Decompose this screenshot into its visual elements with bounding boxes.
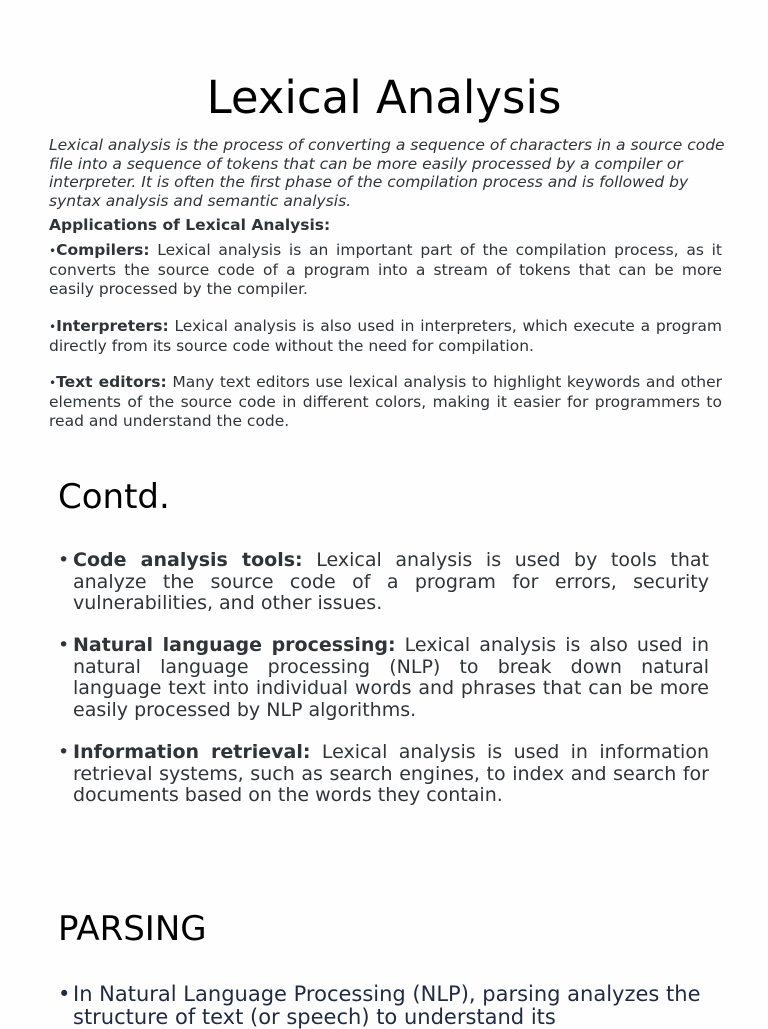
bullet-mark: • xyxy=(58,741,70,763)
bullet-label: Code analysis tools: xyxy=(73,549,303,571)
bullet-mark: • xyxy=(49,320,57,334)
bullet-mark: • xyxy=(49,244,57,258)
bullet-text: Lexical analysis is used in information retrieval systems, such as search engines, to index and search for documents based on the words they contain. xyxy=(73,741,710,806)
application-text: Lexical analysis is also used in interpreters, which execute a program directly from its source code without the need for compilation. xyxy=(49,317,722,355)
application-label: Compilers: xyxy=(56,241,150,259)
list-item-parsing xyxy=(58,983,709,1029)
intro-paragraph: Lexical analysis is the process of converting a sequence of characters in a source code file into a sequence of tokens that can be more easily processed by a compiler or interpreter. It is often the first phase of the compilation process and is followed by syntax analysis and semantic analysis. xyxy=(49,136,725,210)
list-item-code-analysis-tools xyxy=(58,550,709,615)
applications-heading: Applications of Lexical Analysis: xyxy=(49,216,331,234)
slide-lexical-analysis xyxy=(0,0,768,450)
bullet-text: Lexical analysis is used by tools that analyze the source code of a program for errors, security vulnerabilities, and other issues. xyxy=(73,549,709,614)
application-item-text-editors xyxy=(49,373,722,431)
list-item-natural-language-processing xyxy=(58,635,709,721)
bullet-mark: • xyxy=(58,982,71,1006)
bullet-mark: • xyxy=(49,376,57,390)
slide-heading: PARSING xyxy=(58,909,207,949)
application-label: Text editors: xyxy=(56,373,167,391)
slide-contd xyxy=(0,450,768,880)
list-item-information-retrieval xyxy=(58,742,709,807)
bullet-mark: • xyxy=(58,634,70,656)
slide-title: Lexical Analysis xyxy=(206,71,562,124)
application-text: Many text editors use lexical analysis to highlight keywords and other elements of the source code in different colors, making it easier for programmers to read and understand the code. xyxy=(49,373,722,430)
application-item-interpreters xyxy=(49,317,722,356)
application-item-compilers xyxy=(49,241,722,299)
application-label: Interpreters: xyxy=(56,317,169,335)
application-text: Lexical analysis is an important part of the compilation process, as it converts the source code of a program into a stream of tokens that can be more easily processed by the compiler. xyxy=(49,241,722,298)
bullet-label: Information retrieval: xyxy=(73,741,311,763)
bullet-label: Natural language processing: xyxy=(73,634,396,656)
bullet-mark: • xyxy=(58,549,70,571)
bullet-text: In Natural Language Processing (NLP), parsing analyzes the structure of text (or speech) to understand its xyxy=(73,982,701,1029)
bullet-text: Lexical analysis is also used in natural language processing (NLP) to break down natural language text into individual words and phrases that can be more easily processed by NLP algorithms. xyxy=(73,634,709,721)
slide-heading: Contd. xyxy=(58,477,170,517)
slide-parsing xyxy=(0,880,768,1029)
